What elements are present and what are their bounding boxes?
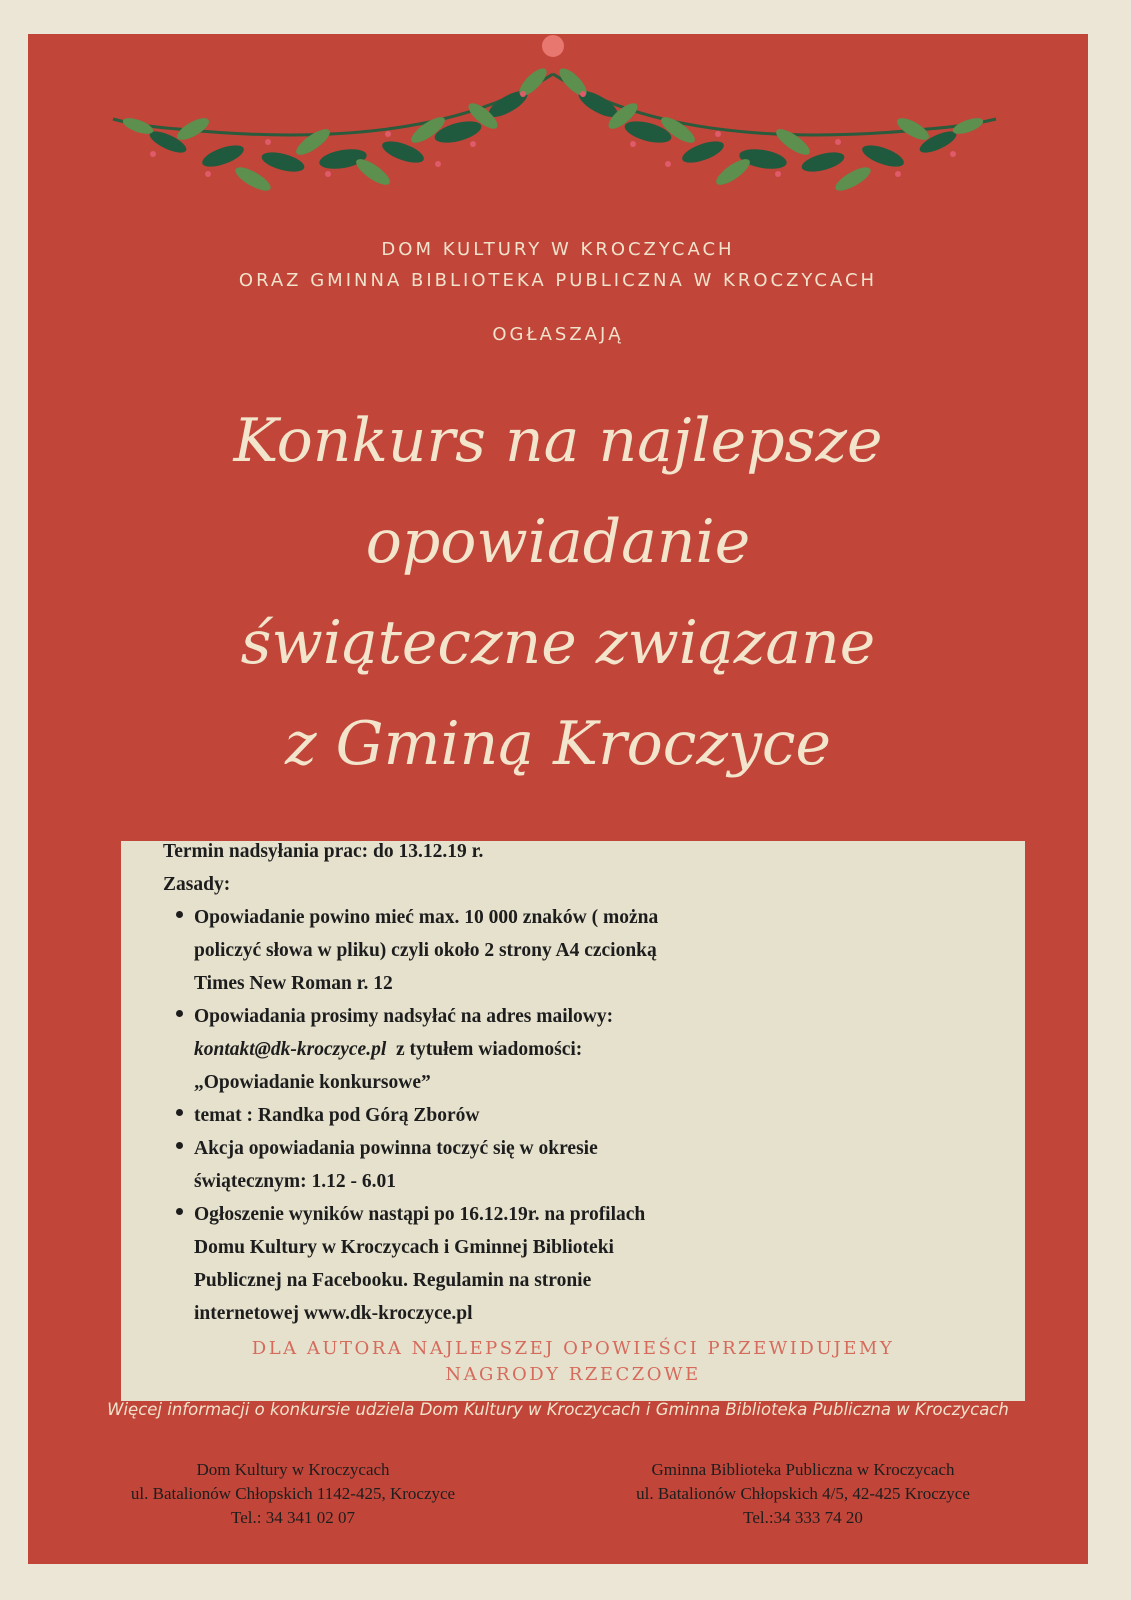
- organizer-line-2: ORAZ GMINNA BIBLIOTEKA PUBLICZNA W KROCZYCACH: [238, 270, 878, 291]
- contest-title-line-2: opowiadanie: [365, 507, 751, 577]
- rules-label: Zasady:: [163, 874, 231, 895]
- email-link[interactable]: kontakt@dk-kroczyce.pl: [194, 1039, 387, 1060]
- contact-phone: Tel.:34 333 74 20: [743, 1508, 863, 1527]
- rule-5-line-3: Publicznej na Facebooku. Regulamin na stronie: [194, 1270, 592, 1291]
- contact-dom-kultury: [88, 1458, 498, 1530]
- contest-title-line-3: świąteczne związane: [240, 608, 876, 678]
- prize-line-2: NAGRODY RZECZOWE: [445, 1364, 701, 1385]
- bullet-icon: [176, 1142, 183, 1149]
- announcement-label: OGŁASZAJĄ: [492, 324, 624, 345]
- contest-title-line-1: Konkurs na najlepsze: [233, 406, 883, 476]
- rules-box: [121, 841, 1025, 1401]
- rule-4-line-1: Akcja opowiadania powinna toczyć się w okresie: [194, 1138, 598, 1159]
- rule-2-line-2-rest: z tytułem wiadomości:: [386, 1039, 583, 1060]
- rule-5-line-4: internetowej www.dk-kroczyce.pl: [194, 1303, 473, 1324]
- bullet-icon: [176, 1010, 183, 1017]
- rule-2-line-3: „Opowiadanie konkursowe”: [194, 1072, 431, 1093]
- rule-5-line-2: Domu Kultury w Kroczycach i Gminnej Biblioteki: [194, 1237, 614, 1258]
- contact-address: ul. Batalionów Chłopskich 1142-425, Kroczyce: [130, 1484, 456, 1503]
- rule-2-line-2: [194, 1033, 582, 1066]
- contact-name: Dom Kultury w Kroczycach: [196, 1460, 390, 1479]
- rule-4-line-2: świątecznym: 1.12 - 6.01: [194, 1171, 396, 1192]
- rule-1-line-1: Opowiadanie powino mieć max. 10 000 znaków ( można: [194, 907, 659, 928]
- poster: [28, 34, 1088, 1564]
- organizer-line-1: DOM KULTURY W KROCZYCACH: [381, 239, 735, 260]
- rule-2-line-1: Opowiadania prosimy nadsyłać na adres mailowy:: [194, 1006, 614, 1027]
- contact-address: ul. Batalionów Chłopskich 4/5, 42-425 Kroczyce: [636, 1484, 970, 1503]
- holly-garland-icon: [28, 34, 1088, 254]
- contact-biblioteka: [578, 1458, 1028, 1530]
- contact-phone: Tel.: 34 341 02 07: [231, 1508, 355, 1527]
- rule-3-line-1: temat : Randka pod Górą Zborów: [194, 1105, 480, 1126]
- contact-name: Gminna Biblioteka Publiczna w Kroczycach: [651, 1460, 955, 1479]
- contest-title-line-4: z Gminą Kroczyce: [284, 709, 832, 779]
- bullet-icon: [176, 1109, 183, 1116]
- bullet-icon: [176, 911, 183, 918]
- rule-1-line-3: Times New Roman r. 12: [194, 973, 393, 994]
- rule-5-line-1: Ogłoszenie wyników nastąpi po 16.12.19r. na profilach: [194, 1204, 646, 1225]
- deadline-text: Termin nadsyłania prac: do 13.12.19 r.: [163, 841, 484, 862]
- more-info-text: Więcej informacji o konkursie udziela Dom Kultury w Kroczycach i Gminna Biblioteka Publiczna w Kroczycach: [107, 1400, 1009, 1419]
- rule-1-line-2: policzyć słowa w pliku) czyli około 2 strony A4 czcionką: [194, 940, 657, 961]
- bullet-icon: [176, 1208, 183, 1215]
- prize-line-1: DLA AUTORA NAJLEPSZEJ OPOWIEŚCI PRZEWIDUJEMY: [251, 1338, 895, 1359]
